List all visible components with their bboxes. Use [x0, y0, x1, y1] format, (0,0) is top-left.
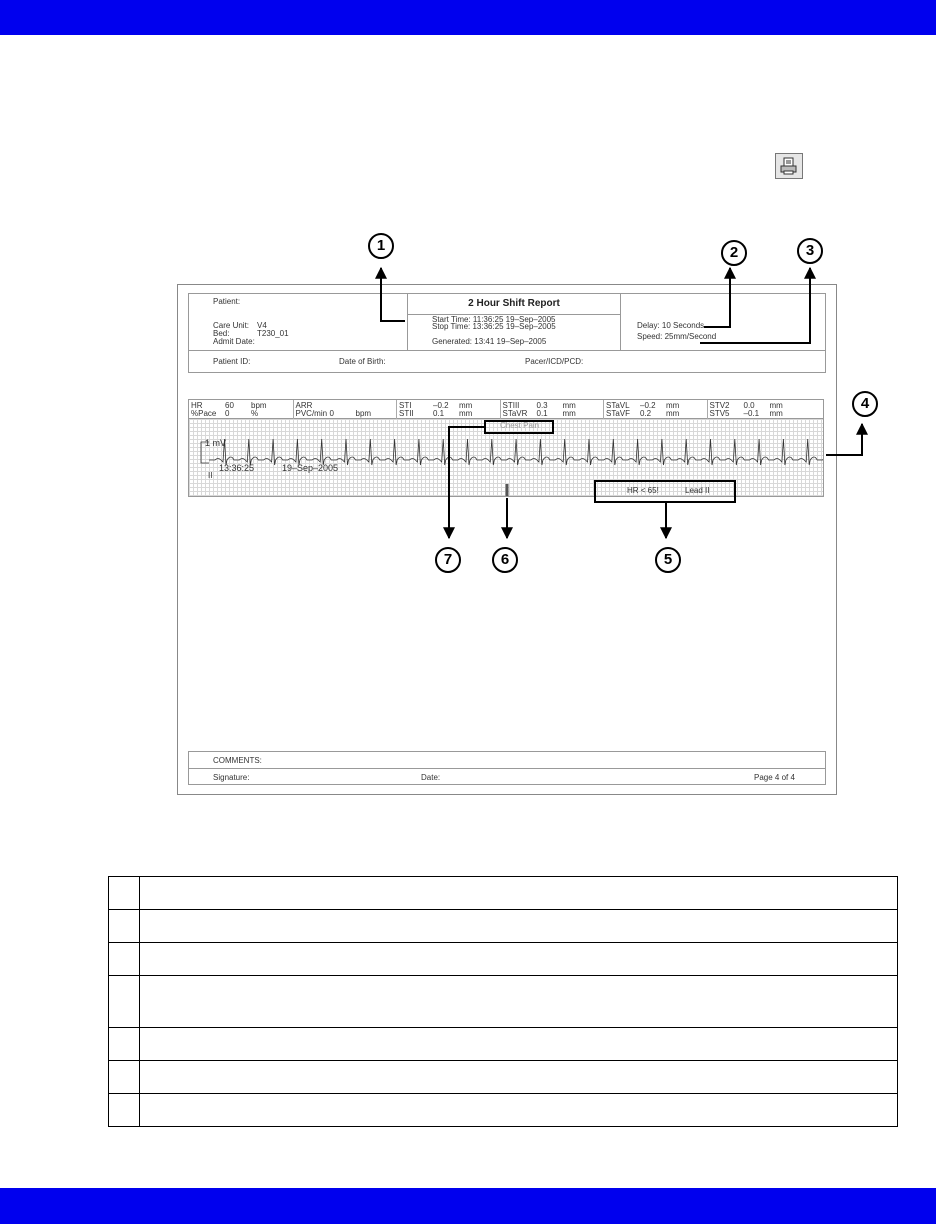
table-row [109, 1061, 898, 1094]
speed-setting: Speed: 25mm/Second [637, 332, 717, 341]
parameter-u2: mm [666, 409, 680, 418]
parameter-l1: STaVL [606, 401, 630, 410]
delay-setting: Delay: 10 Seconds [637, 321, 705, 330]
parameter-v1: 0.3 [536, 401, 548, 410]
parameter-v1: –0.2 [640, 401, 656, 410]
parameter-v1: 0.0 [743, 401, 755, 410]
parameter-v2: 0.1 [536, 409, 548, 418]
parameter-l1: STIII [502, 401, 520, 410]
alarm-text: HR < 65! [627, 486, 659, 495]
parameter-u1: mm [769, 401, 783, 410]
event-label: Chest Pain [500, 421, 540, 430]
callout-line-2 [704, 268, 730, 327]
parameter-u2: mm [459, 409, 473, 418]
parameter-u1: mm [666, 401, 680, 410]
callout-2: 2 [721, 240, 747, 266]
care-unit-label: Care Unit: [213, 321, 250, 330]
scale-label: 1 mV [205, 438, 227, 448]
callout-7: 7 [435, 547, 461, 573]
parameter-u2: bpm [355, 409, 372, 418]
callout-6: 6 [492, 547, 518, 573]
table-row [109, 910, 898, 943]
table-row [109, 1028, 898, 1061]
pacer-label: Pacer/ICD/PCD: [525, 357, 584, 366]
table-row [109, 943, 898, 976]
parameter-v1: –0.2 [433, 401, 449, 410]
parameter-l1: STI [399, 401, 412, 410]
callout-line-3 [700, 268, 810, 343]
parameter-u2: mm [769, 409, 783, 418]
parameter-v2: 0 [225, 409, 230, 418]
bottom-footer-band [0, 1188, 936, 1224]
parameter-u1: mm [459, 401, 473, 410]
parameter-l1: HR [191, 401, 203, 410]
parameter-v2: 0.2 [640, 409, 652, 418]
date-label: Date: [421, 773, 441, 782]
page-number: Page 4 of 4 [754, 773, 795, 782]
parameter-v2: 0.1 [433, 409, 445, 418]
care-unit-value: V4 [257, 321, 267, 330]
patient-label: Patient: [213, 297, 241, 306]
callout-4: 4 [852, 391, 878, 417]
generated-time: Generated: 13:41 19–Sep–2005 [432, 337, 547, 346]
lead-label: II [208, 471, 213, 480]
admit-date-label: Admit Date: [213, 337, 255, 346]
callout-line-4 [826, 424, 862, 455]
parameter-v2: –0.1 [743, 409, 760, 418]
parameter-v1: 60 [225, 401, 234, 410]
start-time: Start Time: 11:36:25 19–Sep–2005 [432, 315, 556, 324]
report-title: 2 Hour Shift Report [468, 298, 560, 309]
parameter-l2: %Pace [191, 409, 217, 418]
parameter-l2: STaVF [606, 409, 631, 418]
strip-date: 19–Sep–2005 [282, 463, 339, 473]
stop-time: Stop Time: 13:36:25 19–Sep–2005 [432, 322, 556, 331]
parameter-l2: STII [399, 409, 414, 418]
table-row [109, 976, 898, 1028]
strip-time: 13:36:25 [219, 463, 255, 473]
comments-label: COMMENTS: [213, 756, 262, 765]
callout-1: 1 [368, 233, 394, 259]
bed-label: Bed: [213, 329, 230, 338]
parameter-l2: PVC/min [295, 409, 328, 418]
callout-line-1 [381, 268, 405, 321]
callout-line-7 [449, 427, 485, 538]
patient-id-label: Patient ID: [213, 357, 251, 366]
dob-label: Date of Birth: [339, 357, 386, 366]
signature-label: Signature: [213, 773, 250, 782]
parameter-l1: ARR [295, 401, 313, 410]
parameter-l2: STaVR [502, 409, 528, 418]
parameter-l2: STV5 [709, 409, 730, 418]
callout-3: 3 [797, 238, 823, 264]
event-label-box [485, 421, 553, 433]
parameter-u1: bpm [251, 401, 267, 410]
table-row [109, 877, 898, 910]
table-row [109, 1094, 898, 1127]
alarm-box [595, 481, 735, 502]
callout-5: 5 [655, 547, 681, 573]
bed-value: T230_01 [257, 329, 289, 338]
parameter-v2: 0 [329, 409, 334, 418]
parameter-u2: % [251, 409, 259, 418]
alarm-lead: Lead II [685, 486, 710, 495]
parameter-u1: mm [562, 401, 576, 410]
parameter-l1: STV2 [709, 401, 730, 410]
parameter-u2: mm [562, 409, 576, 418]
callout-legend-table [108, 876, 898, 1127]
